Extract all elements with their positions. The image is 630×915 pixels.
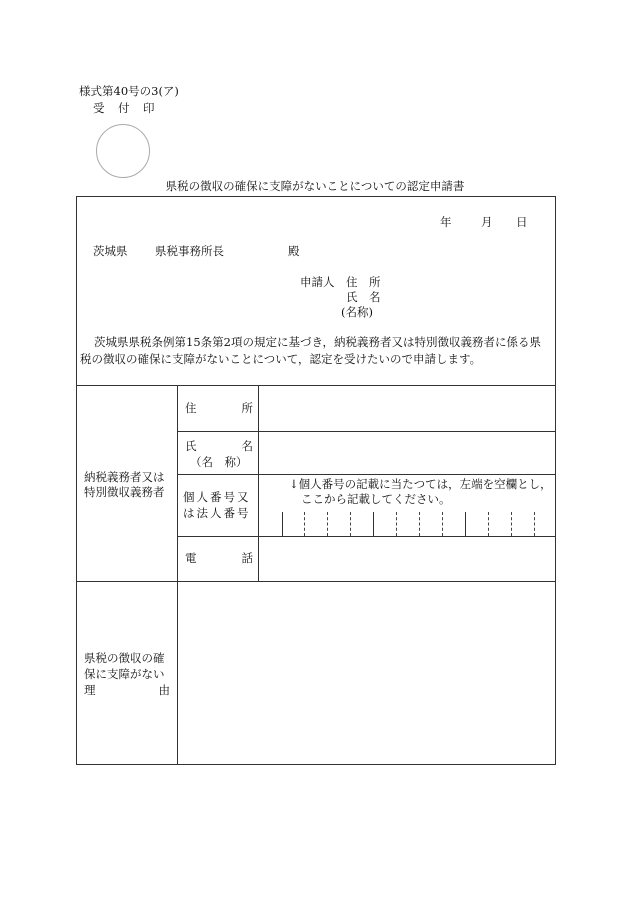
field-column-divider	[258, 385, 259, 581]
name-label	[185, 439, 253, 455]
date-day: 日	[516, 215, 528, 229]
digit-divider	[282, 512, 283, 536]
addressee-prefecture: 茨城県	[93, 244, 128, 258]
reason-label-line1: 県税の徴収の確	[84, 651, 165, 665]
taxpayer-group-label-line2: 特別徴収義務者	[84, 485, 165, 499]
date-month: 月	[481, 215, 493, 229]
reason-label-line2: 保に支障がない	[84, 667, 165, 681]
reason-label-line3	[84, 683, 170, 699]
phone-label-char-2: 話	[241, 551, 253, 565]
digit-divider	[511, 512, 512, 536]
taxpayer-group-label-line1: 納税義務者又は	[84, 470, 165, 484]
phone-field[interactable]	[260, 538, 554, 580]
digit-divider	[350, 512, 351, 536]
addressee-office: 県税事務所長	[155, 244, 224, 258]
name-label-sub: （名 称）	[190, 455, 248, 469]
digit-divider	[465, 512, 466, 536]
label-column-divider	[177, 385, 178, 765]
form-title: 県税の徴収の確保に支障がないことについての認定申請書	[165, 179, 465, 193]
reason-label-char-1: 理	[84, 683, 96, 697]
applicant-name-label: 氏 名	[346, 290, 381, 304]
reason-field[interactable]	[179, 583, 554, 763]
digit-divider	[534, 512, 535, 536]
reception-stamp-label: 受 付 印	[93, 101, 156, 115]
row-divider-2	[177, 474, 556, 475]
name-field[interactable]	[260, 433, 554, 473]
form-number: 様式第40号の3(ア)	[79, 84, 179, 98]
address-field[interactable]	[260, 387, 554, 430]
date-year: 年	[440, 215, 452, 229]
address-label-char-2: 所	[241, 401, 253, 415]
id-number-note-line2: ここから記載してください。	[301, 492, 451, 506]
row-divider-3	[177, 536, 556, 537]
address-label	[185, 401, 253, 417]
applicant-label: 申請人	[300, 275, 335, 289]
reception-stamp-circle	[96, 124, 150, 178]
digit-divider	[373, 512, 374, 536]
id-number-note-line1: ↓個人番号の記載に当たつては，左端を空欄とし，	[289, 477, 552, 491]
applicant-name-sub: (名称)	[341, 305, 373, 319]
digit-divider	[488, 512, 489, 536]
addressee-honorific: 殿	[288, 244, 300, 258]
applicant-address-label: 住 所	[346, 275, 381, 289]
name-label-char-2: 名	[241, 439, 253, 453]
digit-divider	[442, 512, 443, 536]
reason-label-char-2: 由	[158, 683, 170, 697]
digit-divider	[396, 512, 397, 536]
id-number-label-line1: 個人番号又	[183, 490, 251, 504]
name-label-char-1: 氏	[185, 439, 197, 453]
phone-label	[185, 551, 253, 567]
digit-divider	[327, 512, 328, 536]
address-label-char-1: 住	[185, 401, 197, 415]
digit-divider	[304, 512, 305, 536]
row-divider-4	[76, 581, 556, 582]
phone-label-char-1: 電	[185, 551, 197, 565]
application-statement: 茨城県県税条例第15条第2項の規定に基づき，納税義務者又は特別徴収義務者に係る県税の徴収の確保に支障がないことについて，認定を受けたいので申請します。	[80, 335, 541, 366]
id-number-label-line2: は法人番号	[183, 506, 251, 520]
row-divider-1	[177, 431, 556, 432]
digit-divider	[419, 512, 420, 536]
